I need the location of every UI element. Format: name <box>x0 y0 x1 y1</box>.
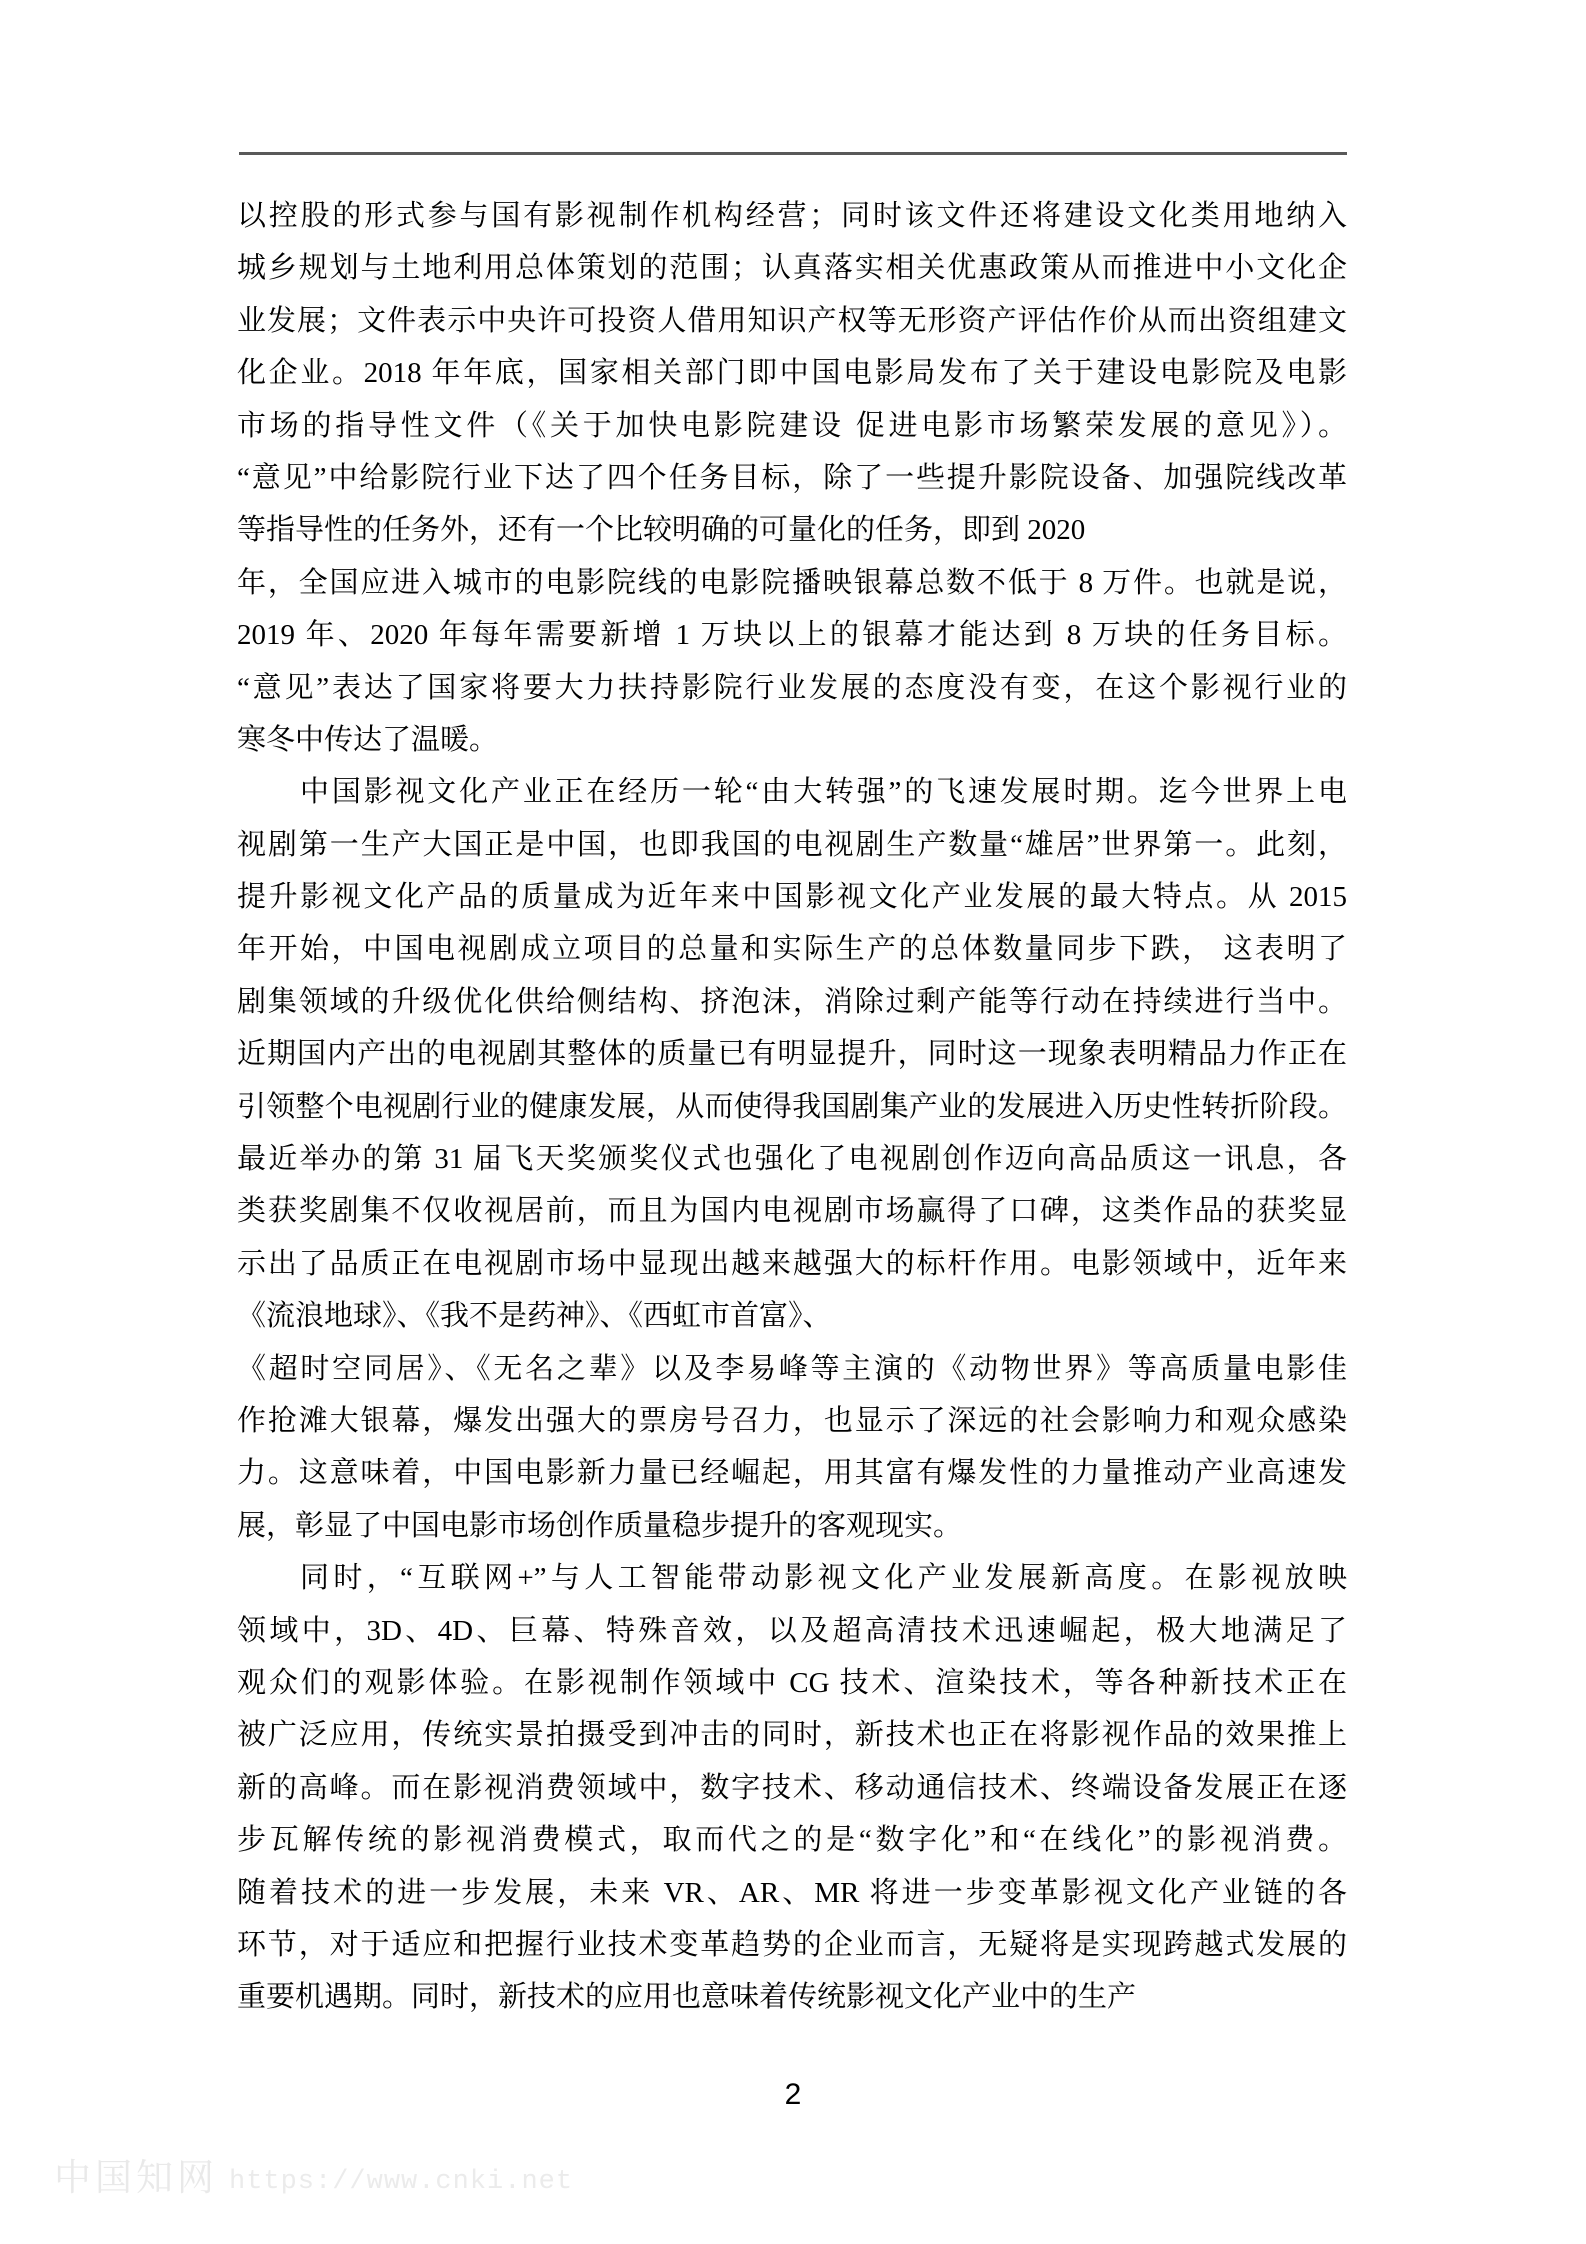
text-line: 被广泛应用，传统实景拍摄受到冲击的同时，新技术也正在将影视作品的效果推上 <box>237 1719 1347 1752</box>
text-line: 随着技术的进一步发展，未来 VR、AR、MR 将进一步变革影视文化产业链的各 <box>237 1876 1347 1909</box>
text-line: 重要机遇期。同时，新技术的应用也意味着传统影视文化产业中的生产 <box>237 1981 1137 2014</box>
text-line: 提升影视文化产品的质量成为近年来中国影视文化产业发展的最大特点。从 2015 <box>237 881 1347 914</box>
text-line: 业发展；文件表示中央许可投资人借用知识产权等无形资产评估作价从而出资组建文 <box>237 304 1347 337</box>
text-line: 力。这意味着，中国电影新力量已经崛起，用其富有爆发性的力量推动产业高速发 <box>237 1457 1347 1490</box>
text-line: 年，全国应进入城市的电影院线的电影院播映银幕总数不低于 8 万件。也就是说， <box>237 566 1347 599</box>
text-line: “意见”中给影院行业下达了四个任务目标，除了一些提升影院设备、加强院线改革 <box>237 461 1347 494</box>
text-line: 等指导性的任务外，还有一个比较明确的可量化的任务，即到 2020 <box>237 514 1086 547</box>
text-line: 展，彰显了中国电影市场创作质量稳步提升的客观现实。 <box>237 1509 963 1542</box>
text-line: 步瓦解传统的影视消费模式，取而代之的是“数字化”和“在线化”的影视消费。 <box>237 1824 1347 1857</box>
text-line: 领域中，3D、4D、巨幕、特殊音效，以及超高清技术迅速崛起，极大地满足了 <box>237 1614 1347 1647</box>
page-number: 2 <box>784 2078 802 2111</box>
text-line: 化企业。2018 年年底，国家相关部门即中国电影局发布了关于建设电影院及电影 <box>237 357 1347 390</box>
text-line: 《流浪地球》、《我不是药神》、《西虹市首富》、 <box>237 1300 832 1333</box>
text-line: 观众们的观影体验。在影视制作领域中 CG 技术、渲染技术，等各种新技术正在 <box>237 1666 1347 1699</box>
text-line: 年开始，中国电视剧成立项目的总量和实际生产的总体数量同步下跌， 这表明了 <box>237 933 1347 966</box>
header-rule <box>239 152 1347 155</box>
text-line: 以控股的形式参与国有影视制作机构经营；同时该文件还将建设文化类用地纳入 <box>237 200 1347 232</box>
text-line: 市场的指导性文件（《关于加快电影院建设 促进电影市场繁荣发展的意见》）。 <box>237 409 1347 442</box>
text-line: 最近举办的第 31 届飞天奖颁奖仪式也强化了电视剧创作迈向高品质这一讯息，各 <box>237 1143 1347 1176</box>
text-line: 示出了品质正在电视剧市场中显现出越来越强大的标杆作用。电影领域中，近年来 <box>237 1247 1347 1280</box>
text-line: 《超时空同居》、《无名之辈》以及李易峰等主演的《动物世界》等高质量电影佳 <box>237 1352 1347 1385</box>
text-line: 类获奖剧集不仅收视居前，而且为国内电视剧市场赢得了口碑，这类作品的获奖显 <box>237 1195 1347 1228</box>
text-line: 引领整个电视剧行业的健康发展，从而使得我国剧集产业的发展进入历史性转折阶段。 <box>237 1090 1347 1123</box>
cnki-watermark <box>0 2156 1586 2206</box>
text-line: 近期国内产出的电视剧其整体的质量已有明显提升，同时这一现象表明精品力作正在 <box>237 1038 1347 1071</box>
text-line: 2019 年、2020 年每年需要新增 1 万块以上的银幕才能达到 8 万块的任务目标。 <box>237 619 1347 652</box>
text-line: 环节，对于适应和把握行业技术变革趋势的企业而言，无疑将是实现跨越式发展的 <box>237 1928 1347 1961</box>
text-line: 剧集领域的升级优化供给侧结构、挤泡沫，消除过剩产能等行动在持续进行当中。 <box>237 985 1347 1018</box>
text-line: 同时，“互联网+”与人工智能带动影视文化产业发展新高度。在影视放映 <box>300 1562 1347 1595</box>
text-line: 中国影视文化产业正在经历一轮“由大转强”的飞速发展时期。迄今世界上电 <box>300 776 1347 809</box>
text-line: 作抢滩大银幕，爆发出强大的票房号召力，也显示了深远的社会影响力和观众感染 <box>237 1404 1347 1437</box>
text-line: 城乡规划与土地利用总体策划的范围；认真落实相关优惠政策从而推进中小文化企 <box>237 252 1347 285</box>
text-line: 新的高峰。而在影视消费领域中，数字技术、移动通信技术、终端设备发展正在逐 <box>237 1771 1347 1804</box>
cnki-watermark-brand: 中国知网 <box>54 2158 218 2199</box>
text-line: 视剧第一生产大国正是中国，也即我国的电视剧生产数量“雄居”世界第一。此刻， <box>237 828 1347 861</box>
cnki-watermark-url: https://www.cnki.net <box>229 2167 574 2197</box>
text-line: “意见”表达了国家将要大力扶持影院行业发展的态度没有变，在这个影视行业的 <box>237 671 1347 704</box>
body-text <box>237 190 1347 2024</box>
text-line: 寒冬中传达了温暖。 <box>237 723 499 756</box>
